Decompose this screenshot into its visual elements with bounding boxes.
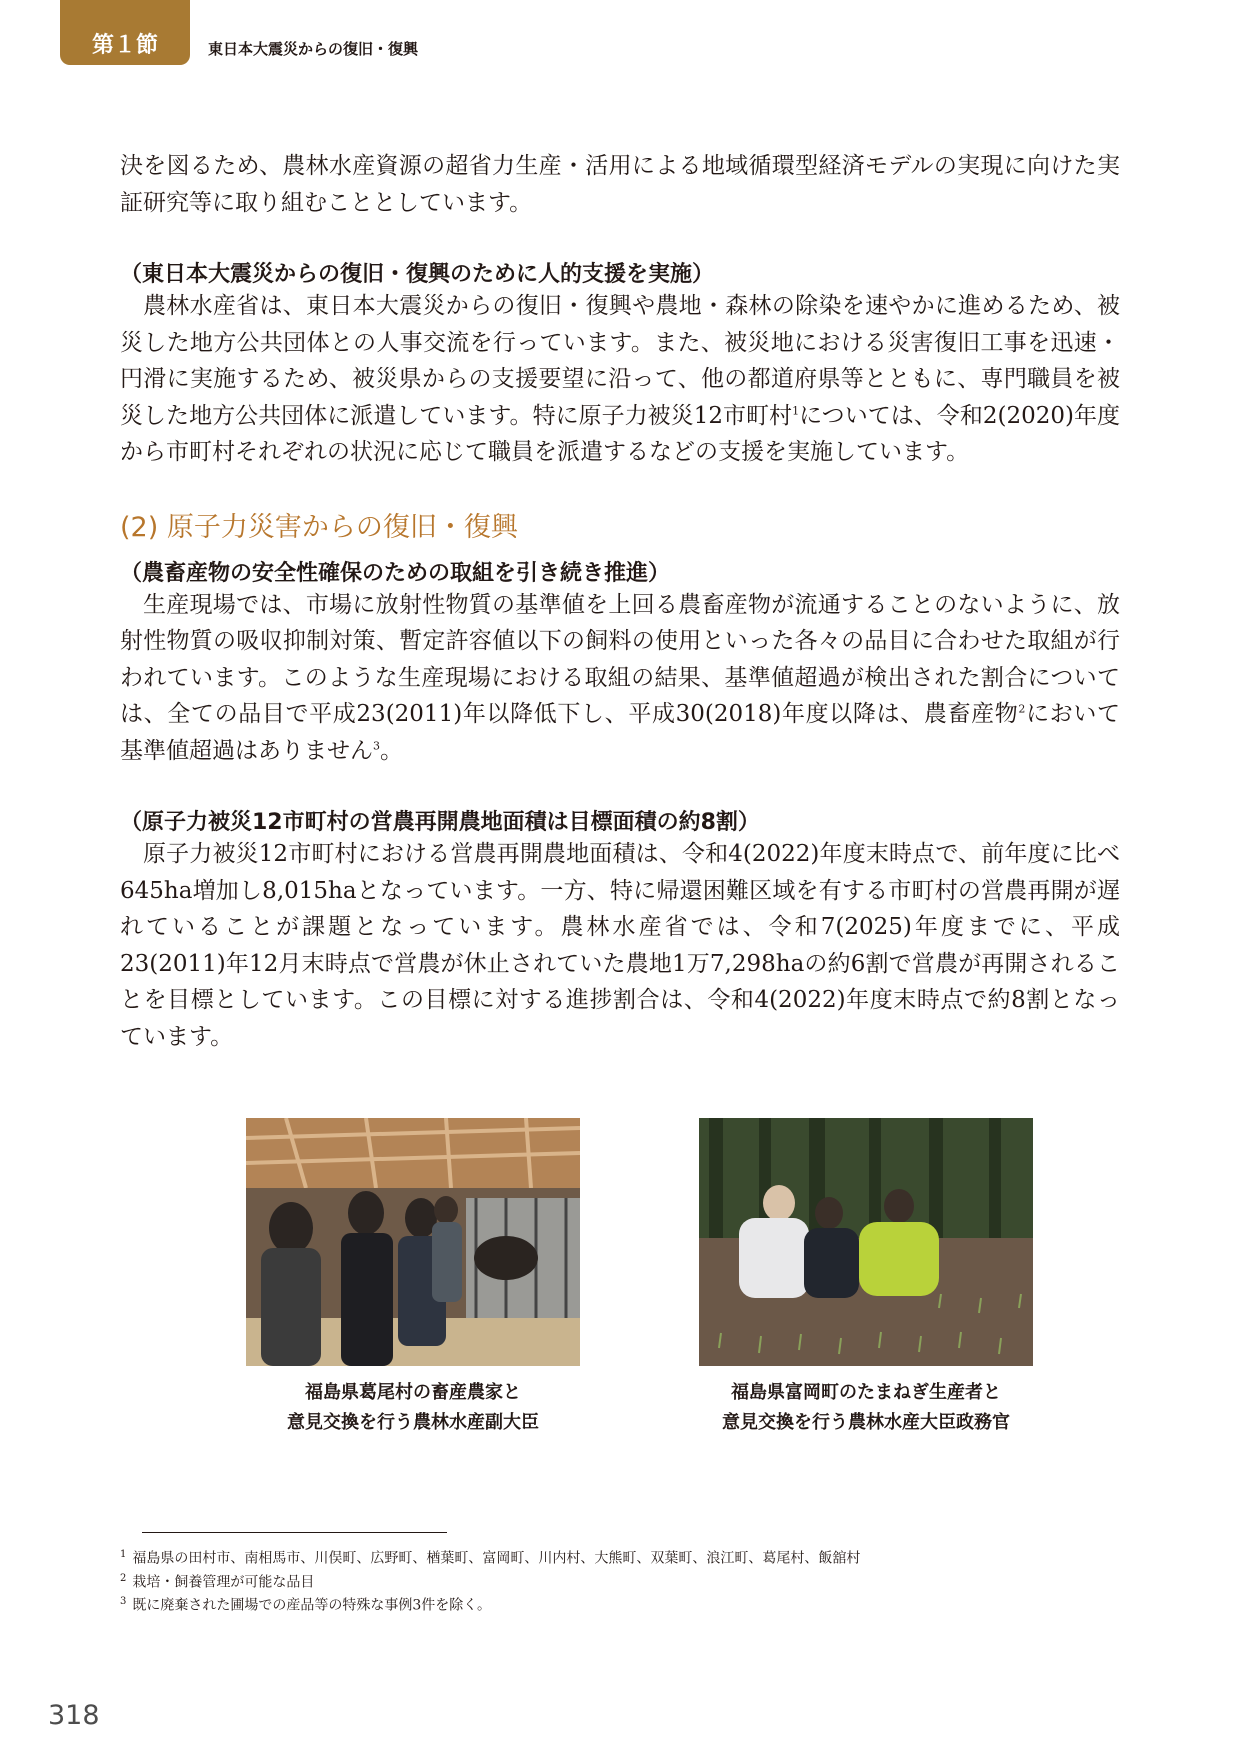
footnote-1 bbox=[120, 1545, 860, 1569]
footnote-2 bbox=[120, 1569, 860, 1593]
footnote-2-number: 2 bbox=[120, 1572, 127, 1584]
footnotes bbox=[120, 1545, 860, 1616]
footnote-divider bbox=[142, 1532, 447, 1533]
page-number: 318 bbox=[48, 1700, 100, 1731]
footnote-3-text: 既に廃棄された圃場での産品等の特殊な事例3件を除く。 bbox=[132, 1597, 492, 1614]
footnote-ref-2: 2 bbox=[1018, 702, 1026, 716]
footnote-ref-3: 3 bbox=[373, 738, 380, 752]
photo-caption-onion bbox=[699, 1378, 1033, 1438]
caption-onion-line2: 意見交換を行う農林水産大臣政務官 bbox=[722, 1412, 1010, 1433]
footnote-1-text: 福島県の田村市、南相馬市、川俣町、広野町、楢葉町、富岡町、川内村、大熊町、双葉町、浪江町、葛尾村、飯舘村 bbox=[132, 1550, 861, 1567]
subsection2-body-part1: 生産現場では、市場に放射性物質の基準値を上回る農畜産物が流通することのないように、放射性物質の吸収抑制対策、暫定許容値以下の飼料の使用といった各々の品目に合わせた取組が行われています。このような生産現場における取組の結果、基準値超過が検出された割合については、全ての品目で平成23(2011)年以降低下し、平成30(2018)年度以降は、農畜産物 bbox=[120, 591, 1120, 727]
subsection3-title: （原子力被災12市町村の営農再開農地面積は目標面積の約8割） bbox=[120, 810, 760, 835]
subsection2-body bbox=[120, 587, 1120, 770]
footnote-ref-1: 1 bbox=[792, 403, 800, 417]
footnote-3-number: 3 bbox=[120, 1596, 127, 1608]
caption-livestock-line1: 福島県葛尾村の畜産農家と bbox=[305, 1382, 521, 1403]
footnote-2-text: 栽培・飼養管理が可能な品目 bbox=[132, 1574, 315, 1591]
photo-block-onion bbox=[699, 1118, 1033, 1438]
subsection2-body-part2: において基準値超過はありません bbox=[120, 701, 1120, 764]
caption-livestock-line2: 意見交換を行う農林水産副大臣 bbox=[287, 1412, 539, 1433]
photo-livestock-farm bbox=[246, 1118, 580, 1366]
chapter-tab bbox=[60, 0, 190, 65]
subsection1-title: （東日本大震災からの復旧・復興のために人的支援を実施） bbox=[120, 262, 715, 287]
footnote-3 bbox=[120, 1592, 860, 1616]
subsection3-body: 原子力被災12市町村における営農再開農地面積は、令和4(2022)年度末時点で、前年度に比べ645ha増加し8,015haとなっています。一方、特に帰還困難区域を有する市町村の営農再開が遅れていることが課題となっています。農林水産省では、令和7(2025)年度までに、平成23(2011)年12月末時点で営農が休止されていた農地1万7,298haの約6割で営農が再開されることを目標としています。この目標に対する進捗割合は、令和4(2022)年度末時点で約8割となっています。 bbox=[120, 841, 1120, 1050]
onion-field-image bbox=[699, 1118, 1033, 1366]
subsection2-title: （農畜産物の安全性確保のための取組を引き続き推進） bbox=[120, 560, 671, 586]
photo-block-livestock bbox=[246, 1118, 580, 1438]
photo-onion-field bbox=[699, 1118, 1033, 1366]
section-heading-2: (2) 原子力災害からの復旧・復興 bbox=[120, 511, 518, 543]
subsection1-body bbox=[120, 288, 1120, 471]
caption-onion-line1: 福島県富岡町のたまねぎ生産者と bbox=[731, 1382, 1001, 1403]
subsection1-body-part1: 農林水産省は、東日本大震災からの復旧・復興や農地・森林の除染を速やかに進めるため、被災した地方公共団体との人事交流を行っています。また、被災地における災害復旧工事を迅速・円滑に実施するため、被災県からの支援要望に沿って、他の都道府県等とともに、専門職員を被災した地方公共団体に派遣しています。特に原子力被災12市町村 bbox=[120, 293, 1120, 429]
livestock-barn-image bbox=[246, 1118, 580, 1366]
main-content bbox=[120, 148, 1120, 1055]
subsection2-body-part3: 。 bbox=[380, 737, 403, 764]
chapter-tab-label: 第１節 bbox=[91, 33, 158, 58]
photo-caption-livestock bbox=[246, 1378, 580, 1438]
footnote-1-number: 1 bbox=[120, 1549, 127, 1560]
running-header-title: 東日本大震災からの復旧・復興 bbox=[208, 40, 419, 58]
subsection1-body-part2: については、令和2(2020)年度から市町村それぞれの状況に応じて職員を派遣するなどの支援を実施しています。 bbox=[120, 402, 1120, 465]
intro-paragraph: 決を図るため、農林水産資源の超省力生産・活用による地域循環型経済モデルの実現に向けた実証研究等に取り組むこととしています。 bbox=[120, 153, 1120, 216]
